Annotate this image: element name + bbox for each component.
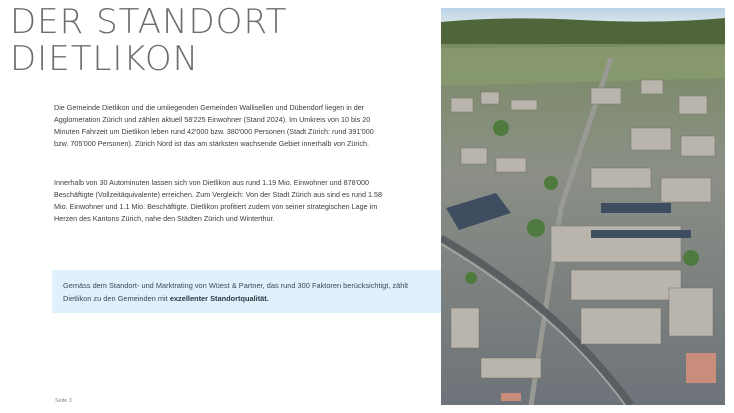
highlight-callout bbox=[52, 270, 441, 313]
callout-text-block bbox=[63, 280, 433, 305]
callout-text: Gemäss dem Standort- und Marktrating von Wüest & Partner, das rund 300 Faktoren berücksichtigt, zählt Dietlikon zu den Gemeinden mit bbox=[63, 281, 409, 303]
page-title-line-1: DER STANDORT bbox=[10, 2, 288, 42]
body-paragraph-2: Innerhalb von 30 Autominuten lassen sich von Dietlikon aus rund 1.19 Mio. Einwohner und 878'000 Beschäftigte (Vollzeitäquivalente) erreichen. Zum Vergleich: Von der Stadt Zürich aus sind es rund 1.58 Mio. Einwohner und 1.1 Mio. Beschäftigte. Dietlikon profitiert zudem von seiner strategischen Lage im Herzen des Kantons Zürich, nahe den Städten Zürich und Winterthur. bbox=[54, 178, 383, 224]
page-number: Seite 3 bbox=[55, 398, 72, 404]
aerial-photo bbox=[441, 8, 725, 405]
body-paragraph-1: Die Gemeinde Dietlikon und die umliegenden Gemeinden Wallisellen und Dübendorf liegen in der Agglomeration Zürich und zählen aktuell 58'225 Einwohner (Stand 2024). Im Umkreis von 10 bis 20 Minuten Fahrzeit um Dietlikon leben rund 42'000 bzw. 380'000 Personen (Stadt Zürich: rund 391'000 bzw. 705'000 Personen). Zürich Nord ist das am stärksten wachsende Gebiet innerhalb von Zürich. bbox=[54, 103, 374, 149]
page-title bbox=[10, 4, 287, 78]
page-title-line-2: DIETLIKON bbox=[10, 39, 200, 79]
callout-emphasis: exzellenter Standortqualität. bbox=[169, 293, 269, 303]
